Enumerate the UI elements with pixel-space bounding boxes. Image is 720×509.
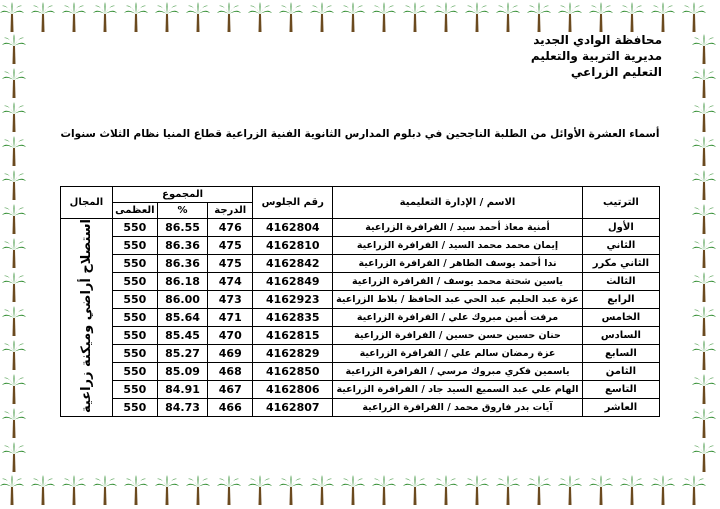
table-row	[61, 272, 660, 290]
palm-tree-icon	[682, 475, 706, 505]
palm-tree-icon	[31, 475, 55, 505]
table-row	[61, 254, 660, 272]
palm-tree-icon	[0, 475, 24, 505]
name-cell: ندا أحمد يوسف الطاهر / الفرافرة الزراعية	[333, 254, 583, 272]
palm-tree-icon	[682, 2, 706, 32]
header-seat: رقم الجلوس	[253, 187, 333, 219]
palm-tree-icon	[465, 475, 489, 505]
seat-number-cell: 4162815	[253, 326, 333, 344]
name-cell: عزة رمضان سالم علي / الفرافرة الزراعية	[333, 344, 583, 362]
palm-tree-icon	[186, 475, 210, 505]
seat-number-cell: 4162923	[253, 290, 333, 308]
palm-tree-icon	[341, 2, 365, 32]
palm-tree-icon	[692, 340, 716, 370]
table-row	[61, 362, 660, 380]
header-field: المجال	[61, 187, 113, 219]
max-score-cell: 550	[112, 398, 157, 416]
rank-cell: الثالث	[582, 272, 659, 290]
palm-tree-icon	[651, 2, 675, 32]
palm-tree-icon	[93, 475, 117, 505]
palm-tree-icon	[2, 204, 26, 234]
rank-cell: الخامس	[582, 308, 659, 326]
palm-tree-icon	[527, 2, 551, 32]
palm-tree-icon	[372, 2, 396, 32]
percent-cell: 85.64	[157, 308, 207, 326]
palm-tree-icon	[692, 170, 716, 200]
header-percent: %	[157, 203, 207, 219]
degree-cell: 475	[208, 254, 253, 272]
header-max: العظمى	[112, 203, 157, 219]
palm-tree-icon	[496, 475, 520, 505]
percent-cell: 86.36	[157, 254, 207, 272]
governorate-name: محافظة الوادي الجديد	[533, 33, 662, 47]
palm-tree-icon	[279, 475, 303, 505]
percent-cell: 84.73	[157, 398, 207, 416]
table-row	[61, 398, 660, 416]
rank-cell: الثاني	[582, 236, 659, 254]
name-cell: حنان حسين حسن حسين / الفرافرة الزراعية	[333, 326, 583, 344]
degree-cell: 468	[208, 362, 253, 380]
palm-tree-icon	[692, 136, 716, 166]
seat-number-cell: 4162804	[253, 219, 333, 237]
rank-cell: السادس	[582, 326, 659, 344]
palm-tree-icon	[93, 2, 117, 32]
palm-tree-icon	[692, 374, 716, 404]
palm-tree-icon	[692, 34, 716, 64]
max-score-cell: 550	[112, 219, 157, 237]
palm-tree-icon	[692, 204, 716, 234]
name-cell: مرفت أمين مبروك علي / الفرافرة الزراعية	[333, 308, 583, 326]
max-score-cell: 550	[112, 362, 157, 380]
palm-tree-icon	[692, 272, 716, 302]
seat-number-cell: 4162829	[253, 344, 333, 362]
header-name: الاسم / الإدارة التعليمية	[333, 187, 583, 219]
degree-cell: 466	[208, 398, 253, 416]
palm-tree-icon	[310, 475, 334, 505]
palm-tree-icon	[2, 408, 26, 438]
field-label: استصلاح أراضي وميكنة زراعية	[78, 219, 94, 413]
results-table	[60, 186, 660, 417]
rank-cell: الثامن	[582, 362, 659, 380]
palm-tree-icon	[124, 475, 148, 505]
palm-tree-icon	[279, 2, 303, 32]
rank-cell: الثاني مكرر	[582, 254, 659, 272]
rank-cell: الأول	[582, 219, 659, 237]
seat-number-cell: 4162806	[253, 380, 333, 398]
field-cell	[61, 219, 113, 417]
name-cell: أمنية معاذ أحمد سيد / الفرافرة الزراعية	[333, 219, 583, 237]
percent-cell: 85.45	[157, 326, 207, 344]
palm-tree-icon	[692, 442, 716, 472]
palm-tree-icon	[310, 2, 334, 32]
degree-cell: 473	[208, 290, 253, 308]
palm-tree-icon	[589, 2, 613, 32]
percent-cell: 85.27	[157, 344, 207, 362]
header-rank: الترتيب	[582, 187, 659, 219]
seat-number-cell: 4162810	[253, 236, 333, 254]
palm-tree-icon	[248, 2, 272, 32]
palm-tree-icon	[2, 306, 26, 336]
palm-tree-icon	[155, 475, 179, 505]
header-block	[531, 32, 662, 80]
degree-cell: 467	[208, 380, 253, 398]
palm-tree-icon	[651, 475, 675, 505]
table-row	[61, 380, 660, 398]
rank-cell: السابع	[582, 344, 659, 362]
palm-tree-icon	[2, 374, 26, 404]
max-score-cell: 550	[112, 308, 157, 326]
palm-tree-icon	[434, 475, 458, 505]
header-degree: الدرجة	[208, 203, 253, 219]
palm-tree-icon	[2, 136, 26, 166]
palm-tree-icon	[589, 475, 613, 505]
palm-tree-icon	[465, 2, 489, 32]
palm-tree-icon	[558, 475, 582, 505]
percent-cell: 86.18	[157, 272, 207, 290]
seat-number-cell: 4162842	[253, 254, 333, 272]
palm-tree-icon	[692, 68, 716, 98]
department-name: التعليم الزراعي	[570, 65, 662, 79]
palm-tree-icon	[620, 2, 644, 32]
percent-cell: 86.55	[157, 219, 207, 237]
name-cell: عزة عبد الحليم عبد الحي عبد الحافظ / بلاط الزراعية	[333, 290, 583, 308]
palm-tree-icon	[0, 2, 24, 32]
results-body	[61, 219, 660, 417]
degree-cell: 469	[208, 344, 253, 362]
palm-tree-icon	[496, 2, 520, 32]
palm-tree-icon	[2, 170, 26, 200]
table-row	[61, 344, 660, 362]
palm-tree-icon	[217, 475, 241, 505]
max-score-cell: 550	[112, 326, 157, 344]
palm-tree-icon	[2, 34, 26, 64]
palm-tree-icon	[2, 442, 26, 472]
rank-cell: الرابع	[582, 290, 659, 308]
palm-tree-icon	[692, 408, 716, 438]
name-cell: ياسمين فكري مبروك مرسي / الفرافرة الزراعية	[333, 362, 583, 380]
palm-tree-icon	[434, 2, 458, 32]
percent-cell: 84.91	[157, 380, 207, 398]
table-row	[61, 236, 660, 254]
palm-tree-icon	[692, 238, 716, 268]
degree-cell: 474	[208, 272, 253, 290]
header-total: المجموع	[112, 187, 252, 203]
palm-tree-icon	[341, 475, 365, 505]
degree-cell: 475	[208, 236, 253, 254]
degree-cell: 470	[208, 326, 253, 344]
table-row	[61, 290, 660, 308]
palm-tree-icon	[620, 475, 644, 505]
seat-number-cell: 4162849	[253, 272, 333, 290]
palm-tree-icon	[403, 475, 427, 505]
rank-cell: التاسع	[582, 380, 659, 398]
palm-tree-icon	[2, 340, 26, 370]
palm-tree-icon	[62, 475, 86, 505]
table-row	[61, 219, 660, 237]
percent-cell: 86.00	[157, 290, 207, 308]
palm-tree-icon	[248, 475, 272, 505]
palm-tree-icon	[62, 2, 86, 32]
directorate-name: مديرية التربية والتعليم	[530, 49, 662, 63]
degree-cell: 476	[208, 219, 253, 237]
palm-tree-icon	[124, 2, 148, 32]
palm-tree-icon	[31, 2, 55, 32]
max-score-cell: 550	[112, 380, 157, 398]
palm-tree-icon	[2, 238, 26, 268]
percent-cell: 86.36	[157, 236, 207, 254]
palm-tree-icon	[403, 2, 427, 32]
max-score-cell: 550	[112, 254, 157, 272]
max-score-cell: 550	[112, 272, 157, 290]
max-score-cell: 550	[112, 236, 157, 254]
rank-cell: العاشر	[582, 398, 659, 416]
palm-tree-icon	[372, 475, 396, 505]
seat-number-cell: 4162850	[253, 362, 333, 380]
palm-tree-icon	[527, 475, 551, 505]
palm-tree-icon	[2, 272, 26, 302]
palm-tree-icon	[186, 2, 210, 32]
table-row	[61, 326, 660, 344]
max-score-cell: 550	[112, 344, 157, 362]
seat-number-cell: 4162835	[253, 308, 333, 326]
max-score-cell: 550	[112, 290, 157, 308]
seat-number-cell: 4162807	[253, 398, 333, 416]
name-cell: الهام علي عبد السميع السيد جاد / الفرافرة الزراعية	[333, 380, 583, 398]
table-row	[61, 308, 660, 326]
name-cell: ياسين شحتة محمد يوسف / الفرافرة الزراعية	[333, 272, 583, 290]
palm-tree-icon	[2, 68, 26, 98]
palm-tree-icon	[217, 2, 241, 32]
name-cell: إيمان محمد محمد السيد / الفرافرة الزراعية	[333, 236, 583, 254]
palm-tree-icon	[155, 2, 179, 32]
degree-cell: 471	[208, 308, 253, 326]
percent-cell: 85.09	[157, 362, 207, 380]
palm-tree-icon	[692, 306, 716, 336]
name-cell: آيات بدر فاروق محمد / الفرافرة الزراعية	[333, 398, 583, 416]
palm-tree-icon	[558, 2, 582, 32]
document-title: أسماء العشرة الأوائل من الطلبة الناجحين في دبلوم المدارس الثانوية الفنية الزراعية قطاع المنيا نظام الثلاث سنوات	[60, 128, 660, 140]
